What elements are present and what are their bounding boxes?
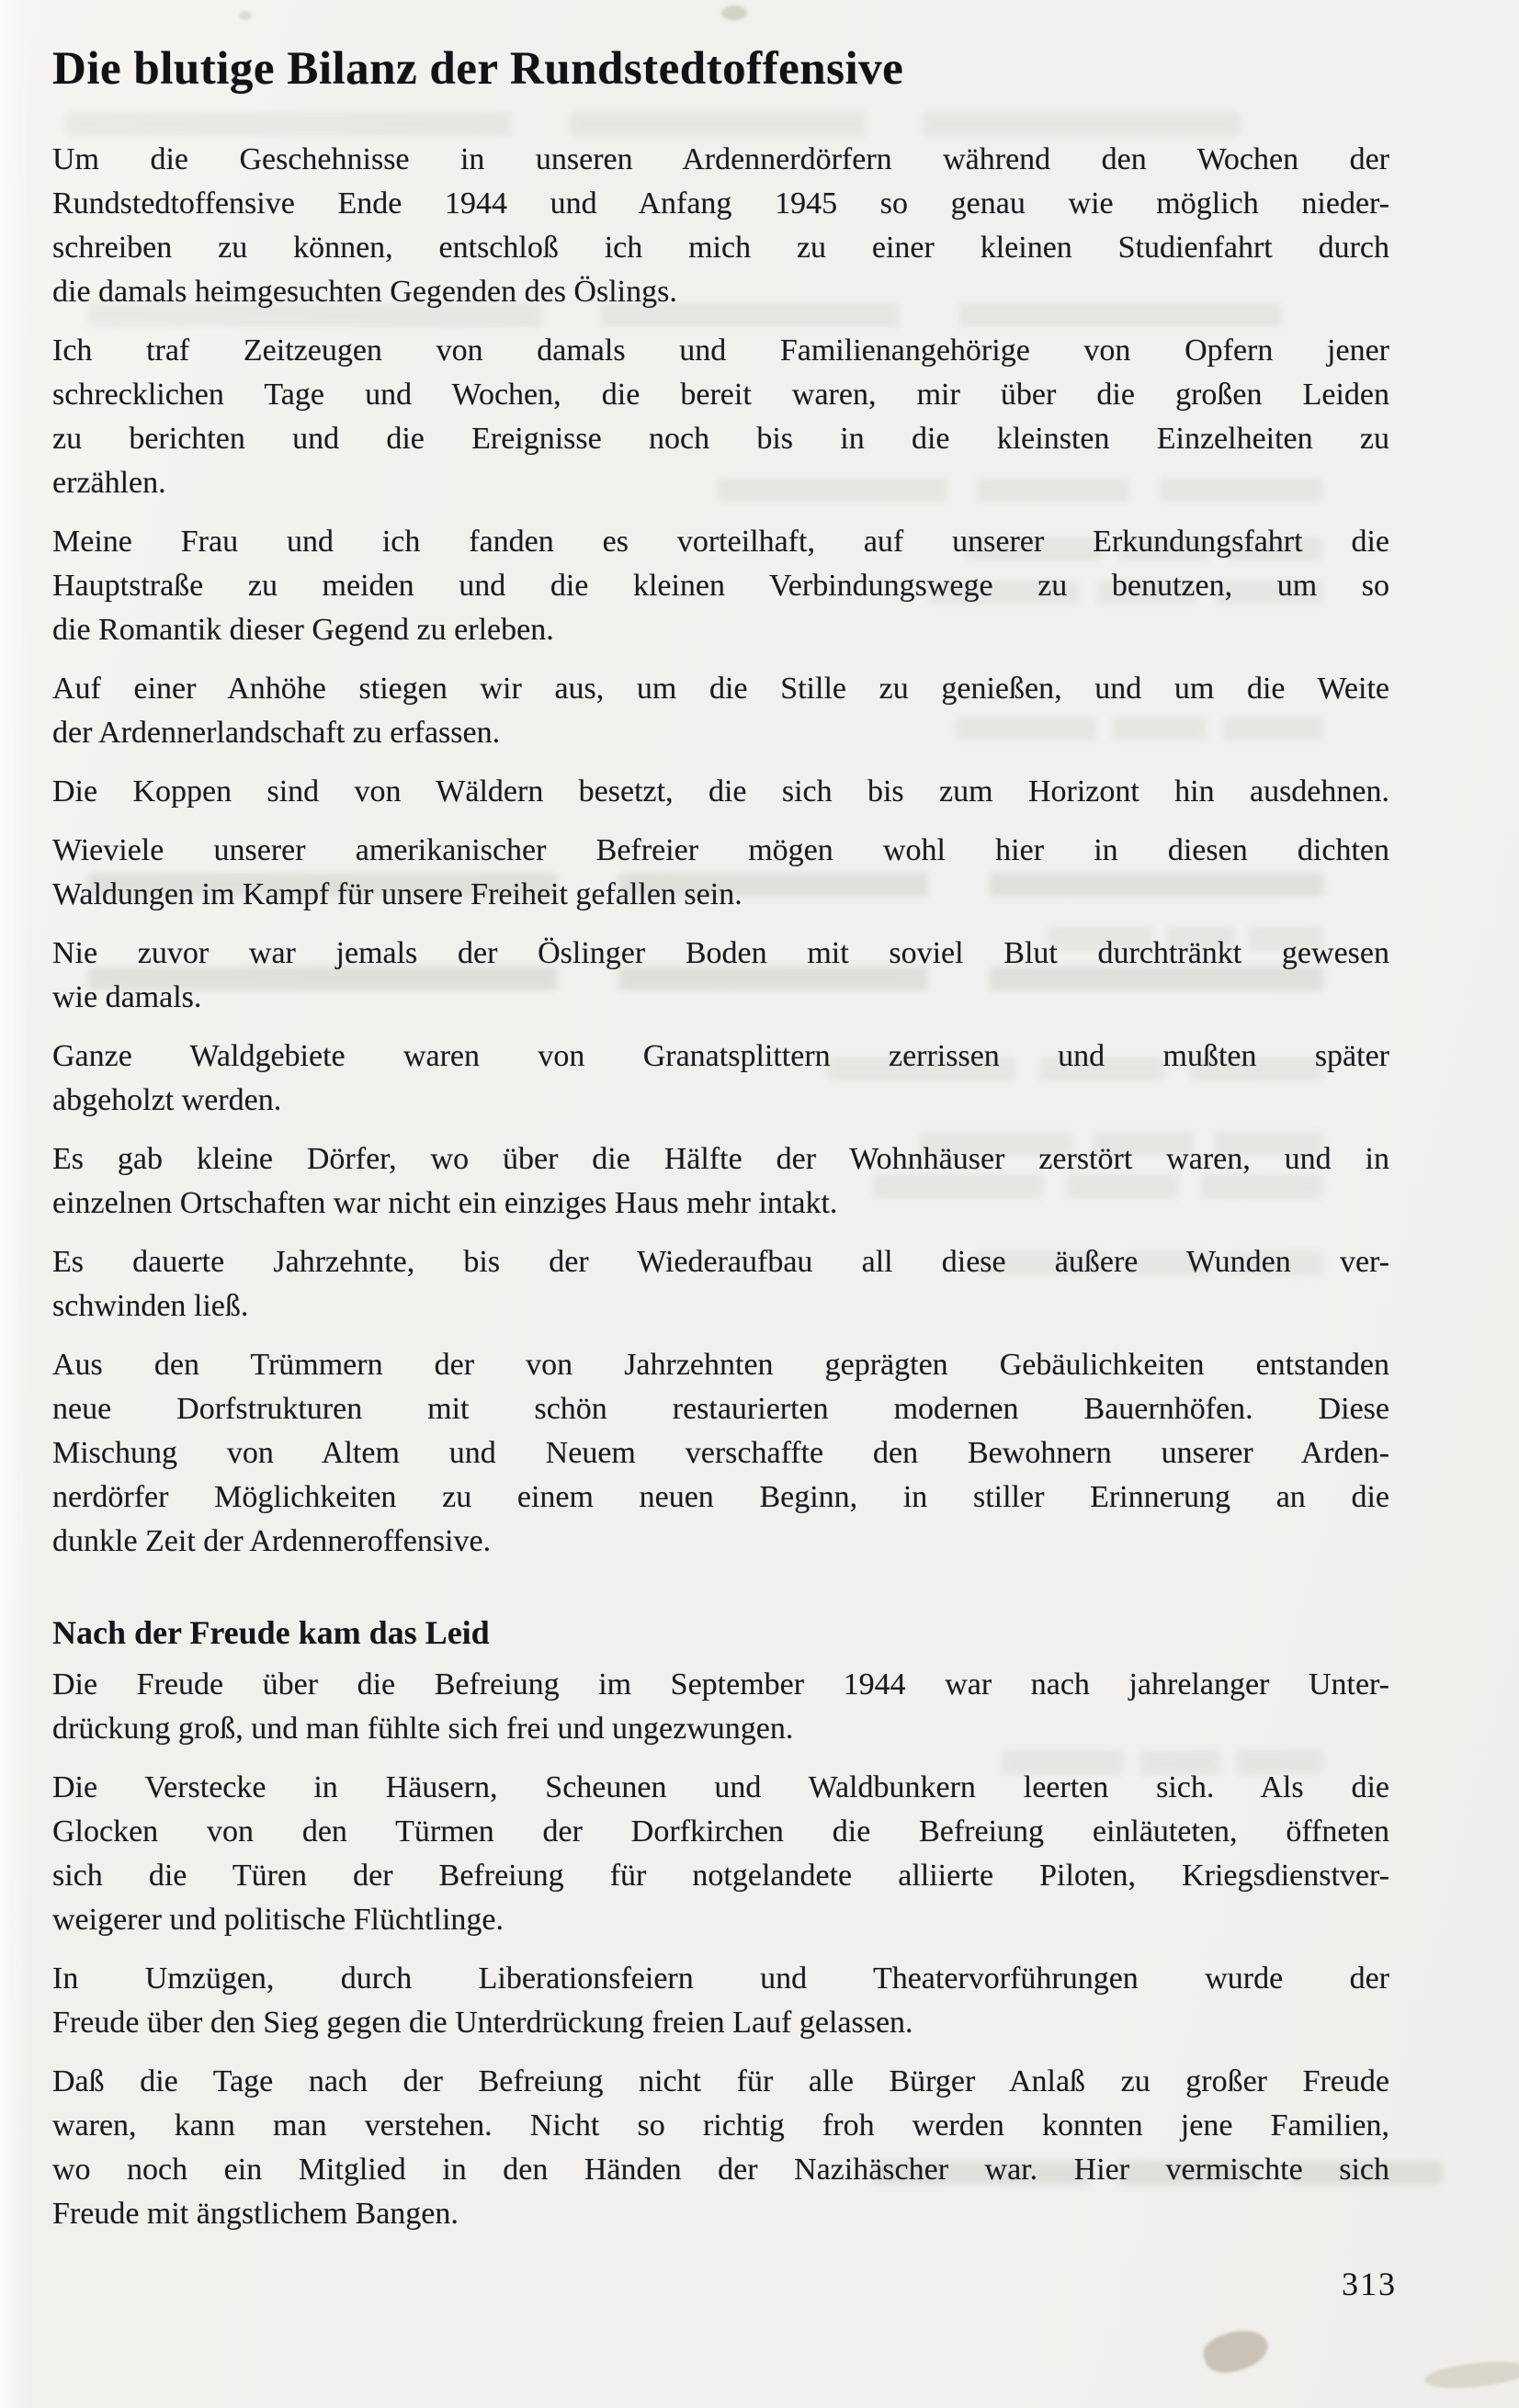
text-block <box>52 40 1389 2251</box>
text-line: wie damals. <box>52 980 202 1014</box>
paragraph <box>52 1957 1389 2045</box>
text-line: Freude über den Sieg gegen die Unterdrückung freien Lauf gelassen. <box>52 2006 913 2040</box>
text-line: zu berichten und die Ereignisse noch bis in die kleinsten Einzelheiten zu <box>52 422 1389 456</box>
text-line: Mischung von Altem und Neuem verschaffte den Bewohnern unserer Arden- <box>52 1436 1389 1470</box>
paragraph <box>52 1034 1389 1123</box>
text-line: die damals heimgesuchten Gegenden des Öslings. <box>52 275 677 309</box>
text-line: Die Freude über die Befreiung im September 1944 war nach jahrelanger Unter- <box>52 1668 1389 1701</box>
text-line: Die Koppen sind von Wäldern besetzt, die sich bis zum Horizont hin ausdehnen. <box>52 774 1389 808</box>
text-line: Wieviele unserer amerikanischer Befreier mögen wohl hier in diesen dichten <box>52 833 1389 867</box>
section-heading: Nach der Freude kam das Leid <box>52 1614 490 1651</box>
text-line: schrecklichen Tage und Wochen, die bereit waren, mir über die großen Leiden <box>52 378 1389 412</box>
text-line: Es dauerte Jahrzehnte, bis der Wiederaufbau all diese äußere Wunden ver- <box>52 1245 1389 1279</box>
paragraph <box>52 667 1389 755</box>
text-line: Glocken von den Türmen der Dorfkirchen die Befreiung einläuteten, öffneten <box>52 1814 1389 1848</box>
text-line: neue Dorfstrukturen mit schön restaurierten modernen Bauernhöfen. Diese <box>52 1392 1389 1426</box>
text-line: Meine Frau und ich fanden es vorteilhaft, auf unserer Erkundungsfahrt die <box>52 525 1389 559</box>
text-line: der Ardennerlandschaft zu erfassen. <box>52 716 501 750</box>
text-line: Freude mit ängstlichem Bangen. <box>52 2197 459 2231</box>
paragraph <box>52 1240 1389 1328</box>
text-line: Nie zuvor war jemals der Öslinger Boden mit soviel Blut durchtränkt gewesen <box>52 936 1389 970</box>
text-line: drückung groß, und man fühlte sich frei und ungezwungen. <box>52 1712 794 1746</box>
paragraph <box>52 1766 1389 1942</box>
page-title: Die blutige Bilanz der Rundstedtoffensive <box>52 43 904 95</box>
paragraph <box>52 1343 1389 1564</box>
section-2 <box>52 1611 1389 2236</box>
scan-smudge <box>239 11 252 20</box>
paragraph <box>52 138 1389 314</box>
paragraph <box>52 1663 1389 1751</box>
text-line: Auf einer Anhöhe stiegen wir aus, um die Stille zu genießen, und um die Weite <box>52 672 1389 706</box>
text-line: die Romantik dieser Gegend zu erleben. <box>52 613 554 647</box>
text-line: Ich traf Zeitzeugen von damals und Familienangehörige von Opfern jener <box>52 334 1389 367</box>
paragraph <box>52 829 1389 917</box>
paragraph <box>52 2060 1389 2236</box>
text-line: Waldungen im Kampf für unsere Freiheit gefallen sein. <box>52 877 742 911</box>
text-line: Es gab kleine Dörfer, wo über die Hälfte der Wohnhäuser zerstört waren, und in <box>52 1142 1389 1176</box>
text-line: einzelnen Ortschaften war nicht ein einziges Haus mehr intakt. <box>52 1186 838 1220</box>
text-line: Rundstedtoffensive Ende 1944 und Anfang 1945 so genau wie möglich nieder- <box>52 187 1389 220</box>
text-line: Daß die Tage nach der Befreiung nicht für alle Bürger Anlaß zu großer Freude <box>52 2064 1389 2098</box>
text-line: nerdörfer Möglichkeiten zu einem neuen Beginn, in stiller Erinnerung an die <box>52 1480 1389 1514</box>
paragraph <box>52 770 1389 814</box>
text-line: Die Verstecke in Häusern, Scheunen und Waldbunkern leerten sich. Als die <box>52 1770 1389 1804</box>
scan-smudge <box>1423 2357 1519 2392</box>
text-line: Hauptstraße zu meiden und die kleinen Verbindungswege zu benutzen, um so <box>52 569 1389 603</box>
page-body <box>52 138 1389 2236</box>
text-line: schreiben zu können, entschloß ich mich zu einer kleinen Studienfahrt durch <box>52 231 1389 265</box>
paragraph <box>52 932 1389 1020</box>
text-line: abgeholzt werden. <box>52 1083 282 1117</box>
text-line: erzählen. <box>52 466 166 500</box>
page-number: 313 <box>1342 2266 1397 2302</box>
text-line: waren, kann man verstehen. Nicht so richtig froh werden konnten jene Familien, <box>52 2108 1389 2142</box>
text-line: dunkle Zeit der Ardenneroffensive. <box>52 1524 492 1558</box>
text-line: Aus den Trümmern der von Jahrzehnten geprägten Gebäulichkeiten entstanden <box>52 1348 1389 1382</box>
text-line: wo noch ein Mitglied in den Händen der Nazihäscher war. Hier vermischte sich <box>52 2153 1389 2187</box>
paragraph <box>52 329 1389 505</box>
text-line: Um die Geschehnisse in unseren Ardennerdörfern während den Wochen der <box>52 142 1389 176</box>
text-line: schwinden ließ. <box>52 1289 249 1323</box>
paragraph <box>52 1137 1389 1226</box>
text-line: weigerer und politische Flüchtlinge. <box>52 1903 504 1937</box>
scan-smudge <box>1199 2323 1273 2380</box>
scan-smudge <box>721 6 747 20</box>
section-1 <box>52 138 1389 1564</box>
text-line: sich die Türen der Befreiung für notgelandete alliierte Piloten, Kriegsdienstver- <box>52 1859 1389 1893</box>
paragraph <box>52 520 1389 652</box>
text-line: In Umzügen, durch Liberationsfeiern und Theatervorführungen wurde der <box>52 1961 1389 1995</box>
text-line: Ganze Waldgebiete waren von Granatsplittern zerrissen und mußten später <box>52 1039 1389 1073</box>
